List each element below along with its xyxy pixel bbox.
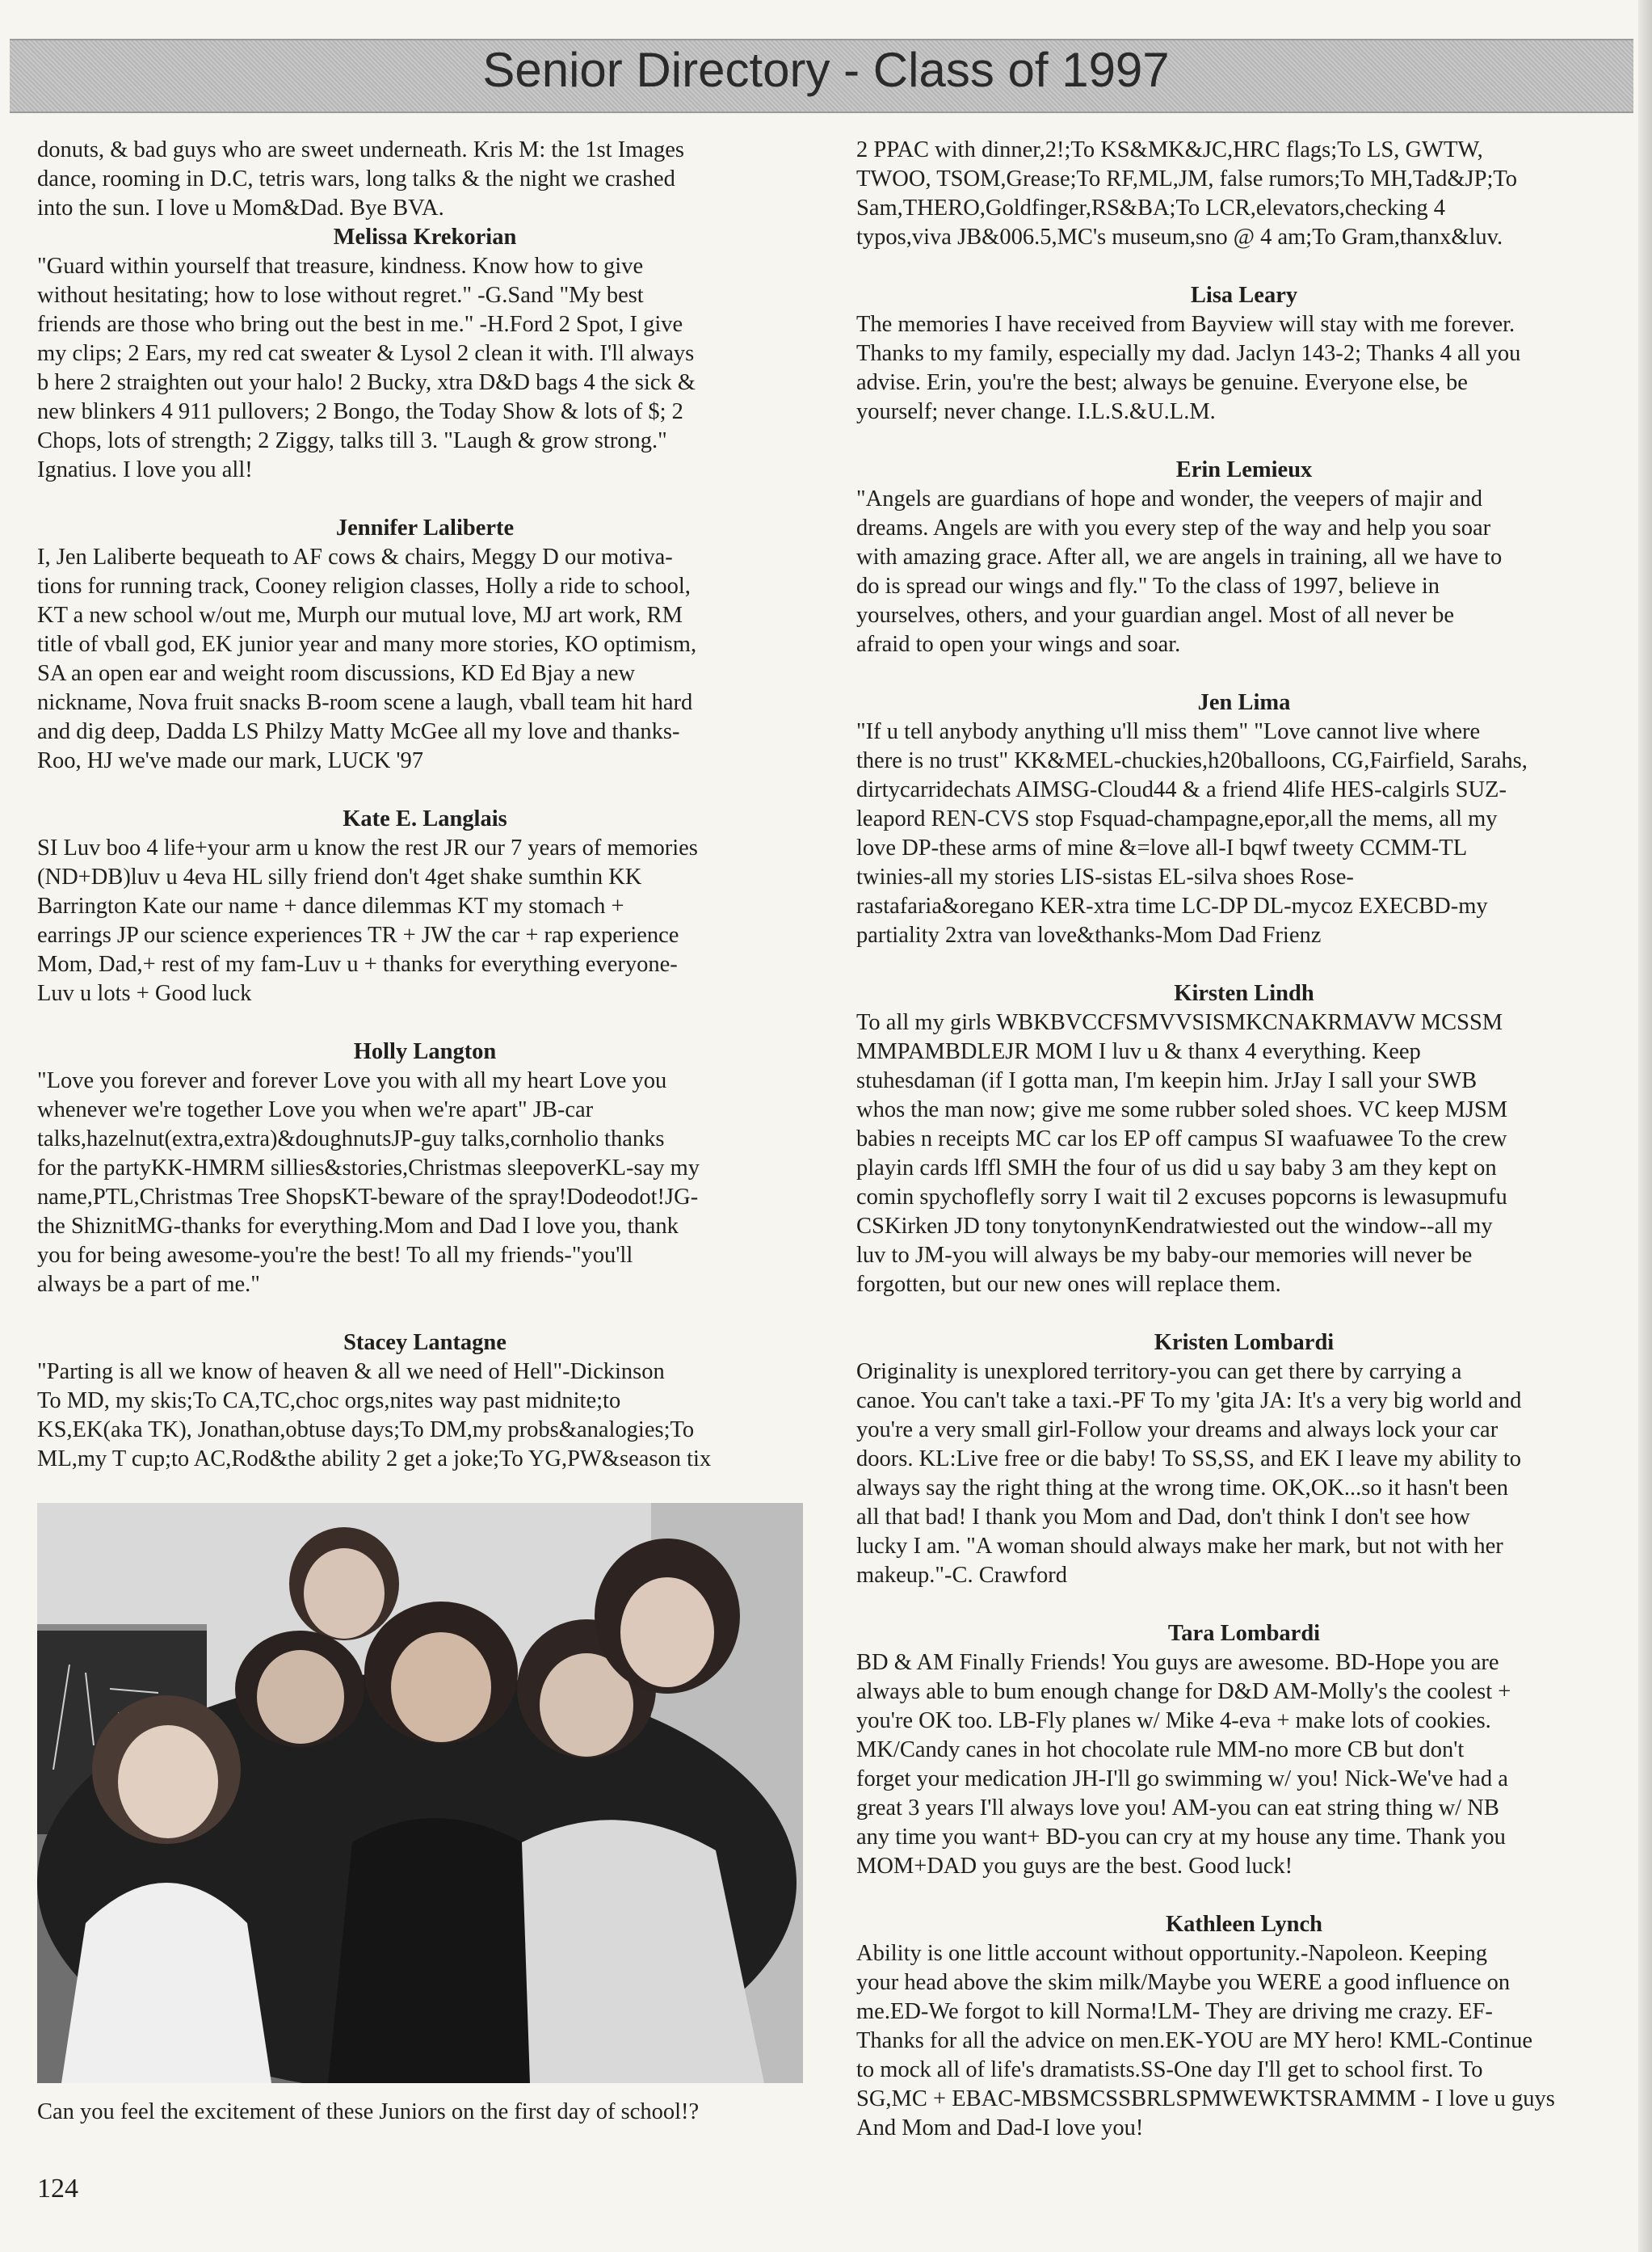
entry-name: Jennifer Laliberte	[335, 516, 515, 541]
entry-name: Kirsten Lindh	[1174, 981, 1314, 1006]
entry-name: Stacey Lantagne	[343, 1330, 507, 1355]
entry-name: Holly Langton	[353, 1039, 497, 1064]
page-edge	[1638, 0, 1652, 2252]
page-number: 124	[37, 2174, 78, 2204]
entry-continued-text: 2 PPAC with dinner,2!;To KS&MK&JC,HRC flags;To LS, GWTW, TWOO, TSOM,Grease;To RF,ML,JM, false rumors;To MH,Tad&JP;To Sam,THERO,Goldfinger,RS&BA;To LCR,elevators,checking 4 typos,viva JB&006.5,MC's museum,sno @ 4 am;To Gram,thanx&luv.	[856, 137, 1518, 250]
right-column	[856, 136, 1632, 2143]
page-title: Senior Directory - Class of 1997	[482, 43, 1170, 97]
entry-name: Jen Lima	[1197, 690, 1291, 715]
entry-name: Erin Lemieux	[1175, 457, 1313, 482]
entry-text: "Parting is all we know of heaven & all we need of Hell"-Dickinson To MD, my skis;To CA,TC,choc orgs,nites way past midnite;to KS,EK(aka TK), Jonathan,obtuse days;To DM,my probs&analogies;To ML,my T cup;to AC,Rod&the ability 2 get a joke;To YG,PW&season tix	[37, 1359, 712, 1471]
entry-name: Kathleen Lynch	[1166, 1912, 1322, 1937]
entry-name: Kate E. Langlais	[343, 806, 507, 831]
left-column	[37, 136, 813, 1474]
entry-text: Originality is unexplored territory-you can get there by carrying a canoe. You can't take a taxi.-PF To my 'gita JA: It's a very big world and you're a very small girl-Follow your dreams and always lock your car doors. KL:Live free or die baby! To SS,SS, and EK I leave my ability to always say the right thing at the wrong time. OK,OK...so it hasn't been all that bad! I thank you Mom and Dad, don't think I don't see how lucky I am. "A woman should always make her mark, but not with her makeup."-C. Crawford	[856, 1359, 1522, 1588]
entry-text: BD & AM Finally Friends! You guys are awesome. BD-Hope you are always able to bum enough change for D&D AM-Molly's the coolest + you're OK too. LB-Fly planes w/ Mike 4-eva + make lots of cookies. MK/Candy canes in hot chocolate rule MM-no more CB but don't forget your medication JH-I'll go swimming w/ you! Nick-We've had a great 3 years I'll always love you! AM-you can eat string thing w/ NB any time you want+ BD-you can cry at my house any time. Thank you MOM+DAD you guys are the best. Good luck!	[856, 1650, 1511, 1879]
entry-text: "Love you forever and forever Love you with all my heart Love you whenever we're together Love you when we're apart" JB-car talks,hazelnut(extra,extra)&doughnutsJP-guy talks,cornholio thanks for the partyKK-HMRM sillies&stories,Christmas sleepoverKL-say my name,PTL,Christmas Tree ShopsKT-beware of the spray!Dodeodot!JG- the ShiznitMG-thanks for everything.Mom and Dad I love you, thank you for being awesome-you're the best! To all my friends-"you'll always be a part of me."	[37, 1068, 700, 1297]
entry-text: "Guard within yourself that treasure, kindness. Know how to give without hesitating; how to lose without regret." -G.Sand "My best friends are those who bring out the best in me." -H.Ford 2 Spot, I give my clips; 2 Ears, my red cat sweater & Lysol 2 clean it with. I'll always b here 2 straighten out your halo! 2 Bucky, xtra D&D bags 4 the sick & new blinkers 4 911 pullovers; 2 Bongo, the Today Show & lots of $; 2 Chops, lots of strength; 2 Ziggy, talks till 3. "Laugh & grow strong." Ignatius. I love you all!	[37, 254, 696, 482]
entry-name: Tara Lombardi	[1167, 1621, 1321, 1646]
entry-text: "Angels are guardians of hope and wonder, the veepers of majir and dreams. Angels are with you every step of the way and help you soar with amazing grace. After all, we are angels in training, all we have to do is spread our wings and fly." To the class of 1997, believe in yourselves, others, and your guardian angel. Most of all never be afraid to open your wings and soar.	[856, 486, 1503, 657]
entry-name: Kristen Lombardi	[1154, 1330, 1335, 1355]
entry-continued-text: donuts, & bad guys who are sweet underneath. Kris M: the 1st Images dance, rooming in D.C, tetris wars, long talks & the night we crashed into the sun. I love u Mom&Dad. Bye BVA.	[37, 137, 685, 221]
entry-text: I, Jen Laliberte bequeath to AF cows & chairs, Meggy D our motiva- tions for running track, Cooney religion classes, Holly a ride to school, KT a new school w/out me, Murph our mutual love, MJ art work, RM title of vball god, EK junior year and many more stories, KO optimism, SA an open ear and weight room discussions, KD Ed Bjay a new nickname, Nova fruit snacks B-room scene a laugh, vball team hit hard and dig deep, Dadda LS Philzy Matty McGee all my love and thanks- Roo, HJ we've made our mark, LUCK '97	[37, 545, 697, 773]
entry-text: To all my girls WBKBVCCFSMVVSISMKCNAKRMAVW MCSSM MMPAMBDLEJR MOM I luv u & thanx 4 everything. Keep stuhesdaman (if I gotta man, I'm keepin him. JrJay I sall your SWB whos the man now; give me some rubber soled shoes. VC keep MJSM babies n receipts MC car los EP off campus SI waafuawee To the crew playin cards lffl SMH the four of us did u say baby 3 am they kept on comin spychoflefly sorry I wait til 2 excuses popcorns is lewasupmufu CSKirken JD tony tonytonynKendratwiested out the window--all my luv to JM-you will always be my baby-our memories will never be forgotten, but our new ones will replace them.	[856, 1010, 1508, 1297]
entry-text: "If u tell anybody anything u'll miss them" "Love cannot live where there is no trust" KK&MEL-chuckies,h20balloons, CG,Fairfield, Sarahs, dirtycarridechats AIMSG-Cloud44 & a friend 4life HES-calgirls SUZ- leapord REN-CVS stop Fsquad-champagne,epor,all the mems, all my love DP-these arms of mine &=love all-I bqwf tweety CCMM-TL twinies-all my stories LIS-sistas EL-silva shoes Rose- rastafaria&oregano KER-xtra time LC-DP DL-mycoz EXECBD-my partiality 2xtra van love&thanks-Mom Dad Frienz	[856, 719, 1528, 948]
entry-text: Ability is one little account without opportunity.-Napoleon. Keeping your head above the skim milk/Maybe you WERE a good influence on me.ED-We forgot to kill Norma!LM- They are driving me crazy. EF- Thanks for all the advice on men.EK-YOU are MY hero! KML-Continue to mock all of life's dramatists.SS-One day I'll get to school first. To SG,MC + EBAC-MBSMCSSBRLSPMWEWKTSRAMMM - I love u guys And Mom and Dad-I love you!	[856, 1941, 1555, 2140]
group-photo	[37, 1503, 803, 2083]
entry-text: The memories I have received from Bayview will stay with me forever. Thanks to my family, especially my dad. Jaclyn 143-2; Thanks 4 all you advise. Erin, you're the best; always be genuine. Everyone else, be yourself; never change. I.L.S.&U.L.M.	[856, 312, 1521, 424]
entry-text: SI Luv boo 4 life+your arm u know the rest JR our 7 years of memories (ND+DB)luv u 4eva HL silly friend don't 4get shake sumthin KK Barrington Kate our name + dance dilemmas KT my stomach + earrings JP our science experiences TR + JW the car + rap experience Mom, Dad,+ rest of my fam-Luv u + thanks for everything everyone- Luv u lots + Good luck	[37, 836, 698, 1006]
photo-caption: Can you feel the excitement of these Juniors on the first day of school!?	[37, 2099, 700, 2124]
entry-name: Lisa Leary	[1190, 283, 1298, 308]
entry-name: Melissa Krekorian	[333, 225, 517, 250]
